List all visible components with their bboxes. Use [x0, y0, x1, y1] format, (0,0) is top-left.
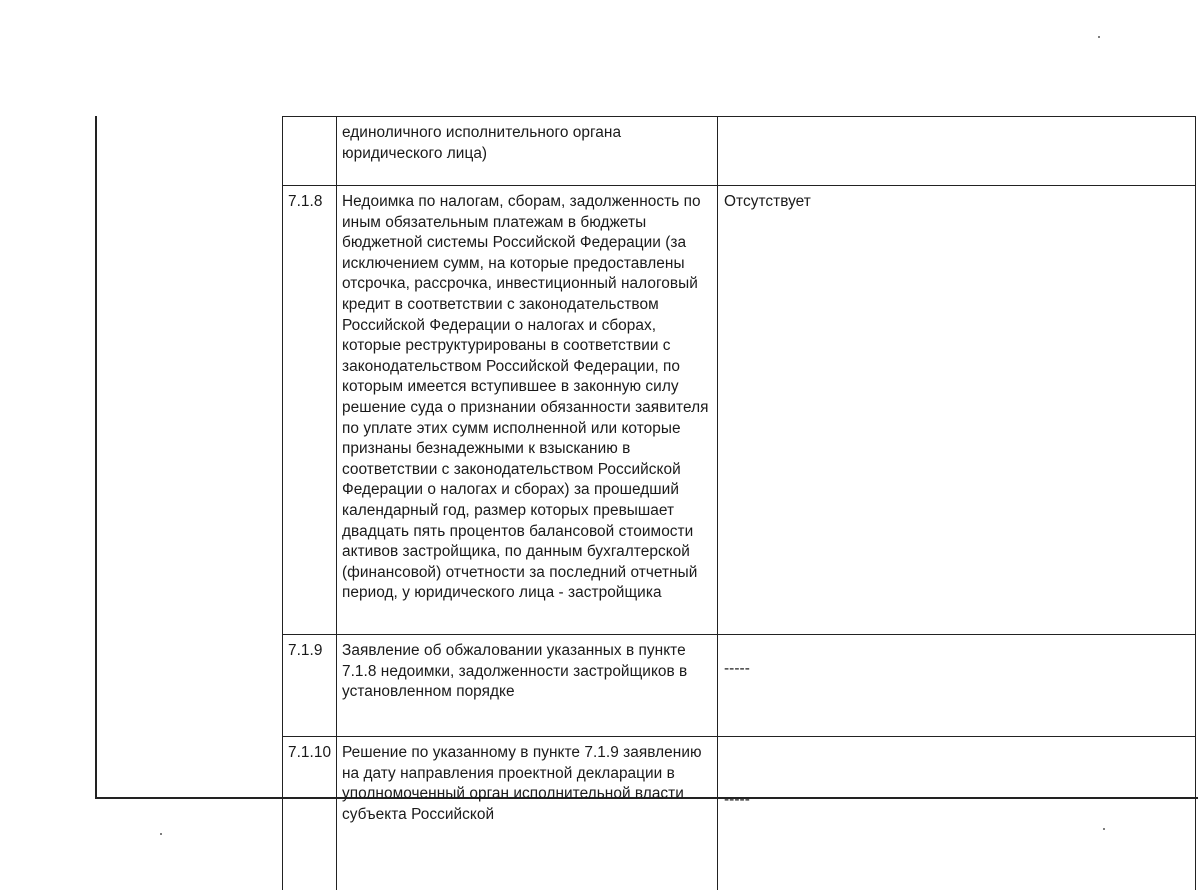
item-number-cell	[283, 117, 337, 186]
item-value-cell: -----	[718, 635, 1196, 737]
item-description-cell: единоличного исполнительного органа юридического лица)	[337, 117, 718, 186]
item-value-cell	[718, 117, 1196, 186]
table-row	[283, 635, 1196, 737]
declaration-table	[282, 116, 1196, 890]
item-number-cell: 7.1.10	[283, 737, 337, 890]
item-value-cell: Отсутствует	[718, 186, 1196, 635]
scan-speck	[160, 833, 162, 835]
item-value-cell: -----	[718, 737, 1196, 890]
table-row	[283, 186, 1196, 635]
table-row	[283, 737, 1196, 890]
item-description-cell: Решение по указанному в пункте 7.1.9 заявлению на дату направления проектной декларации в уполномоченный орган исполнительной власти субъекта Российской	[337, 737, 718, 890]
scan-speck	[1103, 828, 1105, 830]
item-description-cell: Недоимка по налогам, сборам, задолженность по иным обязательным платежам в бюджеты бюджетной системы Российской Федерации (за исключением сумм, на которые предоставлены отсрочка, рассрочка, инвестиционный налоговый кредит в соответствии с законодательством Российской Федерации о налогах и сборах, которые реструктурированы в соответствии с законодательством Российской Федерации, по которым имеется вступившее в законную силу решение суда о признании обязанности заявителя по уплате этих сумм исполненной или которые признаны безнадежными к взысканию в соответствии с законодательством Российской Федерации о налогах и сборах) за прошедший календарный год, размер которых превышает двадцать пять процентов балансовой стоимости активов застройщика, по данным бухгалтерской (финансовой) отчетности за последний отчетный период, у юридического лица - застройщика	[337, 186, 718, 635]
item-number-cell: 7.1.9	[283, 635, 337, 737]
scan-speck	[1098, 36, 1100, 38]
item-description-cell: Заявление об обжаловании указанных в пункте 7.1.8 недоимки, задолженности застройщиков в установленном порядке	[337, 635, 718, 737]
item-number-cell: 7.1.8	[283, 186, 337, 635]
page-frame-left-line	[95, 116, 97, 799]
table-row	[283, 117, 1196, 186]
